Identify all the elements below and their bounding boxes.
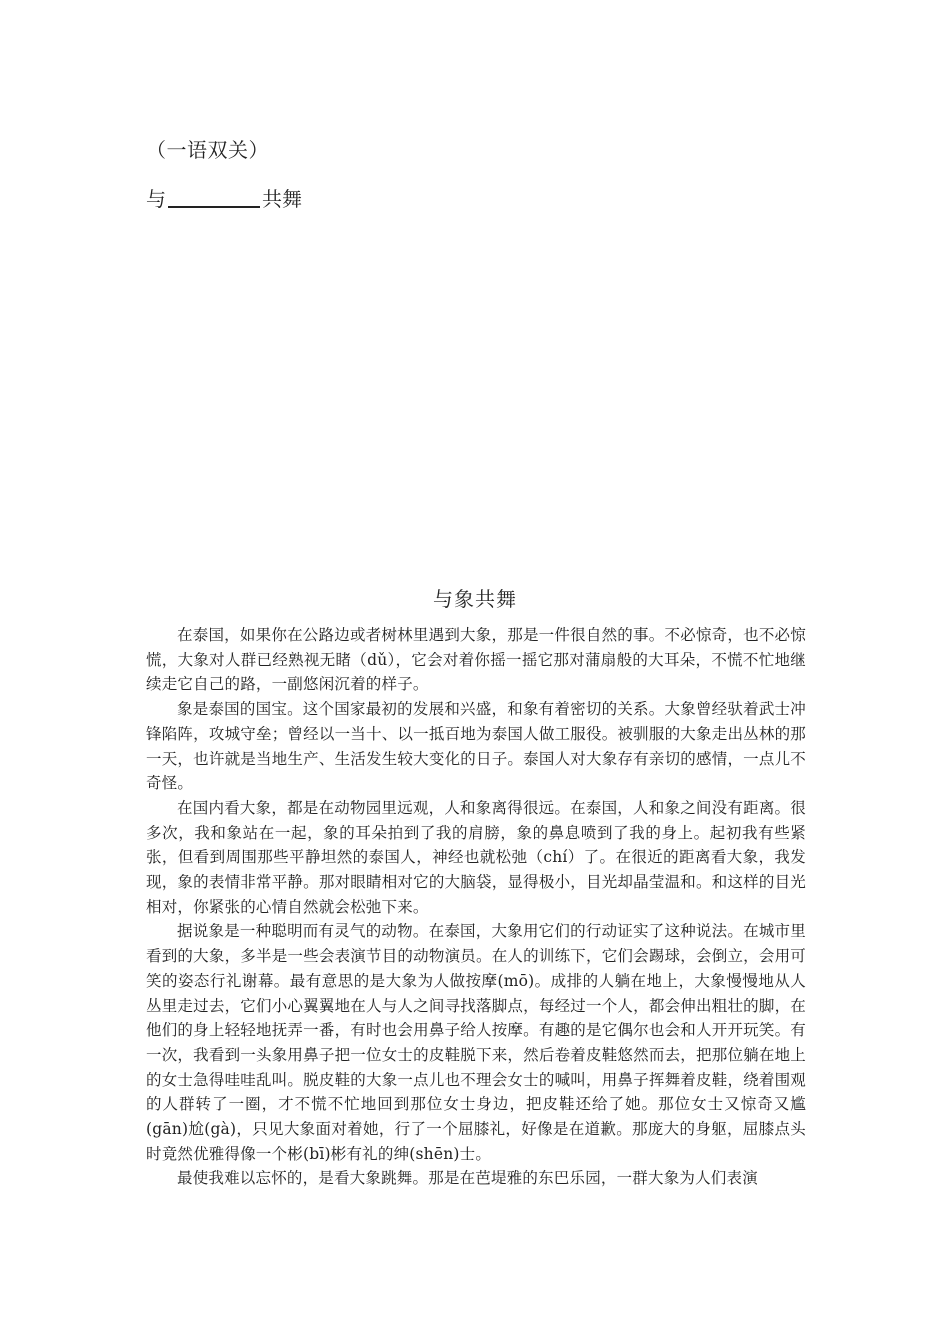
answer-blank: [168, 184, 260, 208]
article-paragraph: 象是泰国的国宝。这个国家最初的发展和兴盛，和象有着密切的关系。大象曾经驮着武士冲锋陷阵，攻城守垒；曾经以一当十、以一抵百地为泰国人做工服役。被驯服的大象走出丛林的那一天，也许就是当地生产、生活发生较大变化的日子。泰国人对大象存有亲切的感情，一点儿不奇怪。: [146, 700, 806, 793]
article-title: 与象共舞: [433, 587, 517, 611]
article-paragraph: 在泰国，如果你在公路边或者树林里遇到大象，那是一件很自然的事。不必惊奇，也不必惊慌，大象对人群已经熟视无睹（dǔ），它会对着你摇一摇它那对蒲扇般的大耳朵，不慌不忙地继续走它自己的路，一副悠闲沉着的样子。: [146, 626, 806, 694]
fill-in-prefix: 与: [146, 187, 166, 211]
fill-in-suffix: 共舞: [262, 187, 302, 211]
article-paragraph: 在国内看大象，都是在动物园里远观，人和象离得很远。在泰国，人和象之间没有距离。很多次，我和象站在一起，象的耳朵拍到了我的肩膀，象的鼻息喷到了我的身上。起初我有些紧张，但看到周围那些平静坦然的泰国人，神经也就松弛（chí）了。在很近的距离看大象，我发现，象的表情非常平静。那对眼睛相对它的大脑袋，显得极小，目光却晶莹温和。和这样的目光相对，你紧张的心情自然就会松弛下来。: [146, 798, 806, 916]
exercise-note: （一语双关）: [146, 138, 269, 162]
article-paragraph: 最使我难以忘怀的，是看大象跳舞。那是在芭堤雅的东巴乐园，一群大象为人们表演: [177, 1169, 758, 1188]
fill-in-blank-line: [146, 184, 302, 214]
article-body: [146, 623, 806, 1191]
article-paragraph: 据说象是一种聪明而有灵气的动物。在泰国，大象用它们的行动证实了这种说法。在城市里看到的大象，多半是一些会表演节目的动物演员。在人的训练下，它们会踢球，会倒立，会用可笑的姿态行礼谢幕。最有意思的是大象为人做按摩(mō)。成排的人躺在地上，大象慢慢地从人丛里走过去，它们小心翼翼地在人与人之间寻找落脚点，每经过一个人，都会伸出粗壮的脚，在他们的身上轻轻地抚弄一番，有时也会用鼻子给人按摩。有趣的是它偶尔也会和人开开玩笑。有一次，我看到一头象用鼻子把一位女士的皮鞋脱下来，然后卷着皮鞋悠然而去，把那位躺在地上的女士急得哇哇乱叫。脱皮鞋的大象一点儿也不理会女士的喊叫，用鼻子挥舞着皮鞋，绕着围观的人群转了一圈，才不慌不忙地回到那位女士身边，把皮鞋还给了她。那位女士又惊奇又尴(gān)尬(gà)，只见大象面对着她，行了一个屈膝礼，好像是在道歉。那庞大的身躯，屈膝点头时竟然优雅得像一个彬(bī)彬有礼的绅(shēn)士。: [146, 922, 806, 1163]
